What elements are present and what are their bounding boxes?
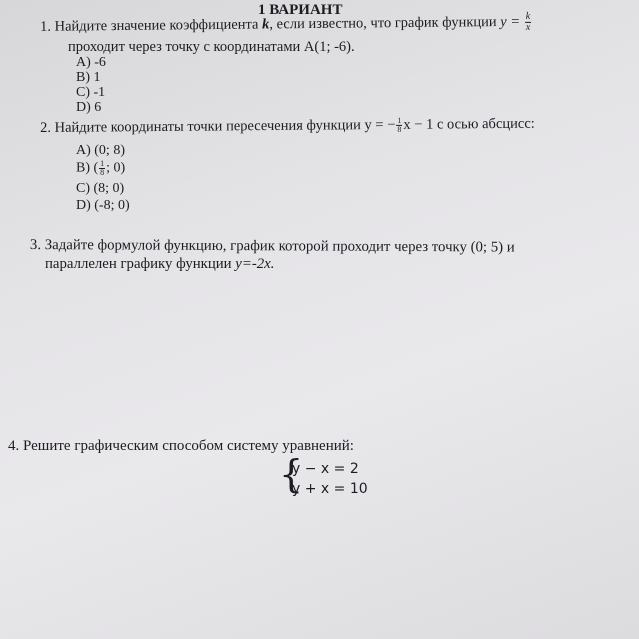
question-1-fraction: $\frac{k}{x}$ bbox=[525, 10, 531, 33]
question-1-number: 1. bbox=[40, 18, 52, 35]
question-2-option-a: A) (0; 8) bbox=[76, 143, 125, 158]
question-3-line-1: Задайте формулой функцию, график которой проходит через точку (0; 5) и bbox=[44, 237, 515, 256]
question-1-option-b: B) 1 bbox=[76, 70, 101, 85]
question-3-formula: y=-2x. bbox=[235, 256, 275, 272]
question-1-option-a: A) -6 bbox=[76, 55, 106, 70]
question-4-number: 4. bbox=[8, 438, 20, 454]
system-equation-2: y + x = 10 bbox=[292, 481, 368, 497]
question-3 bbox=[30, 237, 515, 257]
question-1-line-2: проходит через точку с координатами A(1; -6). bbox=[68, 39, 355, 55]
question-1-text: Найдите значение коэффициента bbox=[54, 16, 259, 35]
question-2-option-b: B) ( $\frac{1}{8}$ ; 0) bbox=[76, 159, 126, 177]
question-2 bbox=[40, 116, 535, 137]
question-2-fraction: $\frac{1}{8}$ bbox=[397, 116, 402, 135]
system-equation-1: y − x = 2 bbox=[292, 461, 359, 477]
page-title: 1 ВАРИАНТ bbox=[258, 2, 343, 18]
question-1-option-c: C) -1 bbox=[76, 85, 106, 100]
question-3-number: 3. bbox=[29, 237, 42, 254]
question-1 bbox=[40, 12, 532, 38]
question-3-line-2: параллелен графику функции y=-2x. bbox=[45, 256, 275, 272]
question-2-option-d: D) (-8; 0) bbox=[76, 198, 130, 213]
question-1-func: y = bbox=[500, 13, 521, 31]
question-2-func-rhs: x − 1 bbox=[403, 116, 434, 133]
question-2-text-b: с осью абсцисс: bbox=[436, 115, 535, 133]
question-2-text: Найдите координаты точки пересечения функции bbox=[54, 117, 361, 136]
question-1-text-b: , если известно, что график функции bbox=[269, 14, 497, 33]
question-2-number: 2. bbox=[40, 119, 52, 136]
question-4-text: Решите графическим способом систему уравнений: bbox=[23, 438, 354, 454]
question-2-option-b-fraction: $\frac{1}{8}$ bbox=[100, 159, 105, 177]
question-2-option-c: C) (8; 0) bbox=[76, 181, 125, 196]
system-brace: { bbox=[279, 452, 304, 496]
question-2-func-lhs: y = − bbox=[364, 116, 396, 134]
question-1-option-d: D) 6 bbox=[76, 100, 102, 115]
question-1-var-k: k bbox=[261, 16, 270, 33]
